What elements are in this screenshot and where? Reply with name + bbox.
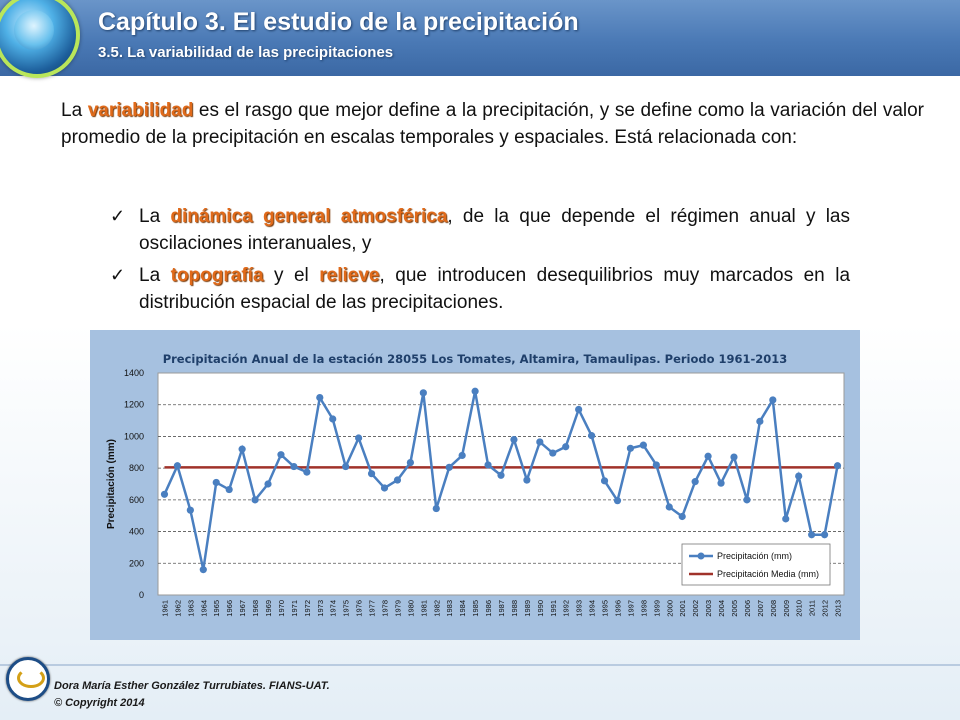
x-tick-label: 1975 [341,600,351,617]
x-tick-label: 1969 [264,600,274,617]
data-point [536,438,543,445]
x-tick-label: 2000 [665,600,675,617]
x-tick-label: 1974 [328,600,338,617]
bullet-mid: y el [263,265,320,286]
data-point [446,464,453,471]
slide-title: Capítulo 3. El estudio de la precipitación [98,8,579,36]
x-tick-label: 1964 [199,600,209,617]
para-pre: La [61,100,88,121]
slide-subtitle: 3.5. La variabilidad de las precipitaciones [98,44,394,61]
data-point [588,432,595,439]
university-seal-logo [6,657,50,701]
y-tick-label: 1200 [123,399,144,410]
data-point [187,507,194,514]
data-point [821,531,828,538]
data-point [161,491,168,498]
x-tick-label: 1968 [251,600,261,617]
data-point [342,463,349,470]
data-point [316,394,323,401]
data-point [510,436,517,443]
slide-header [0,0,960,76]
globe-icon [14,10,54,50]
x-tick-label: 2011 [807,600,817,617]
x-tick-label: 1989 [522,600,532,617]
x-tick-label: 1992 [561,600,571,617]
y-axis-title: Precipitación (mm) [106,438,117,530]
y-tick-label: 600 [128,494,144,505]
data-point [614,497,621,504]
x-tick-label: 1973 [315,600,325,617]
y-tick-label: 1000 [123,431,144,442]
x-tick-label: 1966 [225,600,235,617]
precipitation-chart [90,330,860,640]
data-point [329,415,336,422]
data-point [679,513,686,520]
footer-divider [0,664,960,666]
data-point [368,470,375,477]
para-post: es el rasgo que mejor define a la precipitación, y se define como la variación del valor promedio de la precipitación en escalas temporales y espaciales. Está relacionada con: [61,100,924,148]
x-tick-label: 2013 [833,600,843,617]
x-tick-label: 1987 [497,600,506,617]
x-tick-label: 1976 [354,600,364,617]
x-tick-label: 1971 [289,600,299,617]
x-tick-label: 1981 [419,600,429,617]
y-tick-label: 0 [138,590,144,600]
data-point [459,452,466,459]
x-tick-label: 2012 [820,600,830,617]
bullet-pre: La [139,265,171,286]
data-point [433,505,440,512]
data-point [407,459,414,466]
chart-title: Precipitación Anual de la estación 28055 Los Tomates, Altamira, Tamaulipas. Periodo 1961-2013 [162,352,788,366]
globe-water-logo [0,0,80,78]
x-tick-label: 1996 [613,600,623,617]
y-tick-label: 1400 [123,368,144,378]
x-tick-label: 1995 [600,600,610,617]
data-point [795,472,802,479]
data-point [549,449,556,456]
data-point [472,388,479,395]
bullet-item [110,262,850,316]
data-point [213,479,220,486]
legend-mean-label: Precipitación Media (mm) [717,569,820,579]
data-point [666,503,673,510]
checkmark-icon: ✓ [110,206,126,226]
x-tick-label: 1985 [471,600,481,617]
x-tick-label: 1978 [380,600,390,617]
data-point [627,445,634,452]
x-tick-label: 1962 [173,600,183,617]
intro-paragraph [61,97,924,151]
bullet-item [110,203,850,257]
data-point [420,389,427,396]
x-tick-label: 1977 [367,600,377,617]
x-tick-label: 2005 [729,600,739,617]
copyright-notice: © Copyright 2014 [54,697,145,709]
data-point [290,463,297,470]
x-tick-label: 1998 [639,600,649,617]
x-tick-label: 2003 [704,600,714,617]
data-point [226,486,233,493]
bullet-highlight: dinámica general atmosférica [170,206,448,227]
data-point [808,531,815,538]
data-point [303,469,310,476]
y-tick-label: 200 [128,558,144,569]
data-point [381,484,388,491]
x-tick-label: 1980 [406,600,416,617]
data-point [756,418,763,425]
data-point [355,434,362,441]
data-point [251,496,258,503]
legend-series-label: Precipitación (mm) [717,551,793,561]
x-tick-label: 1961 [160,600,170,617]
bullet-highlight-2: relieve [319,265,380,286]
x-tick-label: 1983 [445,600,455,617]
data-point [575,406,582,413]
data-point [782,515,789,522]
data-point [640,442,647,449]
data-point [497,472,504,479]
x-tick-label: 1991 [548,600,558,617]
bullet-pre: La [139,206,171,227]
data-point [174,462,181,469]
x-tick-label: 1970 [276,600,286,617]
chart-svg [90,330,860,640]
x-tick-label: 1986 [484,600,494,617]
x-tick-label: 2006 [742,600,752,617]
data-point [717,480,724,487]
x-tick-label: 1979 [393,600,403,617]
data-point [200,566,207,573]
x-tick-label: 2007 [755,600,765,617]
x-tick-label: 1963 [186,600,196,617]
data-point [277,451,284,458]
x-tick-label: 1994 [587,600,597,617]
x-tick-label: 2004 [717,600,727,617]
data-point [704,453,711,460]
x-tick-label: 1990 [535,600,545,617]
x-tick-label: 1999 [652,600,662,617]
x-tick-label: 2008 [768,600,778,617]
x-tick-label: 2009 [781,600,791,617]
data-point [692,478,699,485]
x-tick-label: 2002 [691,600,701,617]
data-point [769,396,776,403]
x-tick-label: 1982 [432,600,442,617]
y-tick-label: 800 [128,463,144,474]
x-tick-label: 2010 [794,600,804,617]
x-tick-label: 1965 [212,600,222,617]
data-point [601,477,608,484]
x-tick-label: 1972 [302,600,312,617]
data-point [484,461,491,468]
bullet-highlight: topografía [170,265,264,286]
x-tick-label: 2001 [678,600,688,617]
bullet-post: , de la que depende el régimen anual y las oscilaciones interanuales, y [139,206,850,254]
bullet-list [110,203,850,321]
checkmark-icon: ✓ [110,265,126,285]
x-tick-label: 1967 [238,600,248,617]
data-point [394,476,401,483]
data-point [730,453,737,460]
data-point [523,476,530,483]
author-credit: Dora María Esther González Turrubiates. FIANS-UAT. [54,680,330,692]
x-tick-label: 1997 [626,600,636,617]
y-tick-label: 400 [128,526,144,537]
bullet-post: , que introducen desequilibrios muy marcados en la distribución espacial de las precipitaciones. [139,265,851,313]
x-tick-label: 1984 [458,600,468,617]
data-point [834,462,841,469]
x-tick-label: 1988 [509,600,519,617]
seal-emblem-icon [17,668,45,688]
legend-series-marker [698,553,705,560]
x-tick-label: 1993 [574,600,584,617]
data-point [239,446,246,453]
data-point [264,480,271,487]
para-highlight-variabilidad: variabilidad [87,100,194,121]
data-point [653,461,660,468]
data-point [562,443,569,450]
data-point [743,496,750,503]
